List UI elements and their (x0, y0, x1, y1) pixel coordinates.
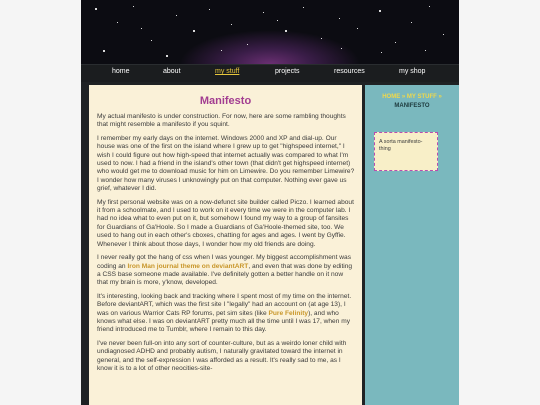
star-decoration (231, 24, 232, 25)
breadcrumb (371, 93, 453, 111)
star-decoration (429, 6, 430, 7)
star-decoration (321, 38, 322, 39)
breadcrumb-separator: » (438, 94, 442, 100)
star-decoration (263, 12, 264, 13)
star-decoration (357, 28, 358, 29)
star-decoration (411, 22, 412, 23)
star-decoration (277, 20, 278, 21)
article-body (97, 113, 355, 378)
star-decoration (209, 9, 210, 10)
pure-felinity-link[interactable]: Pure Felinity (268, 309, 309, 317)
main-content (89, 85, 362, 405)
paragraph-text: , and even that was done by editing a CSS base someone made available. I've definitely gotten a better handle on it now that my brain is more, y'know, developed. (97, 262, 353, 287)
iron-man-theme-link[interactable]: Iron Man journal theme on deviantART (127, 262, 249, 270)
nav-my-shop[interactable]: my shop (399, 68, 426, 75)
header-banner (81, 0, 459, 64)
star-decoration (141, 28, 142, 29)
star-decoration (103, 50, 105, 52)
paragraph: My first personal website was on a now-defunct site builder called Piczo. I learned about it from a schoolmate, and I used to work on it every time we were in the computer lab. I had no idea what to even put on it, but somehow I found my way to a group of fansites for Guardians of Ga'Hoole. So I made a Guardians of Ga'Hoole-themed site, too. We used to hang out in each other's cboxes, chatting for ages and ages. I went by Gyffie. Whenever I think about those days, I wonder how my old friends are doing. (97, 198, 354, 248)
breadcrumb-my-stuff[interactable]: MY STUFF (406, 94, 437, 100)
sidebar (365, 85, 459, 405)
star-decoration (151, 40, 152, 41)
sidebar-note: A sorta manifesto-thing (374, 132, 438, 171)
star-decoration (221, 50, 222, 51)
star-decoration (341, 48, 342, 49)
star-decoration (425, 50, 426, 51)
paragraph: I've never been full-on into any sort of counter-culture, but as a weirdo loner child with undiagnosed ADHD and probably autism, I naturally gravitated toward the internet in general, and the self-expression I was afforded as a result. It's really sad to me, as I know it is to a lot of other neocities-site- (97, 339, 347, 372)
star-decoration (117, 22, 118, 23)
paragraph (97, 293, 355, 335)
star-decoration (166, 55, 168, 57)
nav-about[interactable]: about (163, 68, 181, 75)
star-decoration (339, 18, 340, 19)
star-decoration (443, 34, 444, 35)
page-title: Manifesto (199, 95, 252, 107)
star-decoration (381, 52, 382, 53)
star-decoration (133, 6, 134, 7)
nav-my-stuff[interactable]: my stuff (215, 68, 240, 75)
nav-projects[interactable]: projects (275, 68, 300, 75)
paragraph (97, 254, 355, 288)
star-decoration (247, 44, 248, 45)
paragraph-text: I never really got the hang of css when I was younger. My biggest accomplishment was coding an (97, 254, 351, 270)
star-decoration (176, 15, 177, 16)
paragraph-text: ), and who knows what else. I was on deviantART pretty much all the time until I was 17, when my friend introduced me to Tumblr, where I remain to this day. (97, 309, 350, 334)
page-container (81, 0, 459, 405)
breadcrumb-current: MANIFESTO (394, 103, 430, 109)
star-decoration (395, 42, 396, 43)
star-decoration (285, 30, 287, 32)
star-decoration (193, 30, 195, 32)
breadcrumb-separator: » (401, 94, 406, 100)
nav-resources[interactable]: resources (334, 68, 365, 75)
nav-home[interactable]: home (112, 68, 130, 75)
star-decoration (95, 8, 97, 10)
main-nav (81, 64, 459, 82)
breadcrumb-home[interactable]: HOME (382, 94, 401, 100)
paragraph: My actual manifesto is under construction. For now, here are some rambling thoughts that might resemble a manifesto if you squint. (97, 113, 346, 129)
star-decoration (303, 7, 304, 8)
paragraph: I remember my early days on the internet. Windows 2000 and XP and dial-up. Our house was one of the first on the island where I grew up to get "highspeed internet," I wish I could figure out how high-speed that internet actually was compared to what I'm used to now. I had a friend in the island's other town (that didn't get highspeed internet) who would get me to download music for him on Limewire. Do you remember Limewire? I wonder how many viruses I unknowingly put on that computer. Nothing ever gave us grief, whatever I did. (97, 134, 355, 193)
paragraph-text: It's interesting, looking back and tracking where I spent most of my time on the internet. Before deviantART, which was the first site I "legally" had an account on (at age 13), I was on various Warrior Cats RP forums, pet sim sites (like (97, 292, 352, 317)
star-decoration (379, 10, 381, 12)
